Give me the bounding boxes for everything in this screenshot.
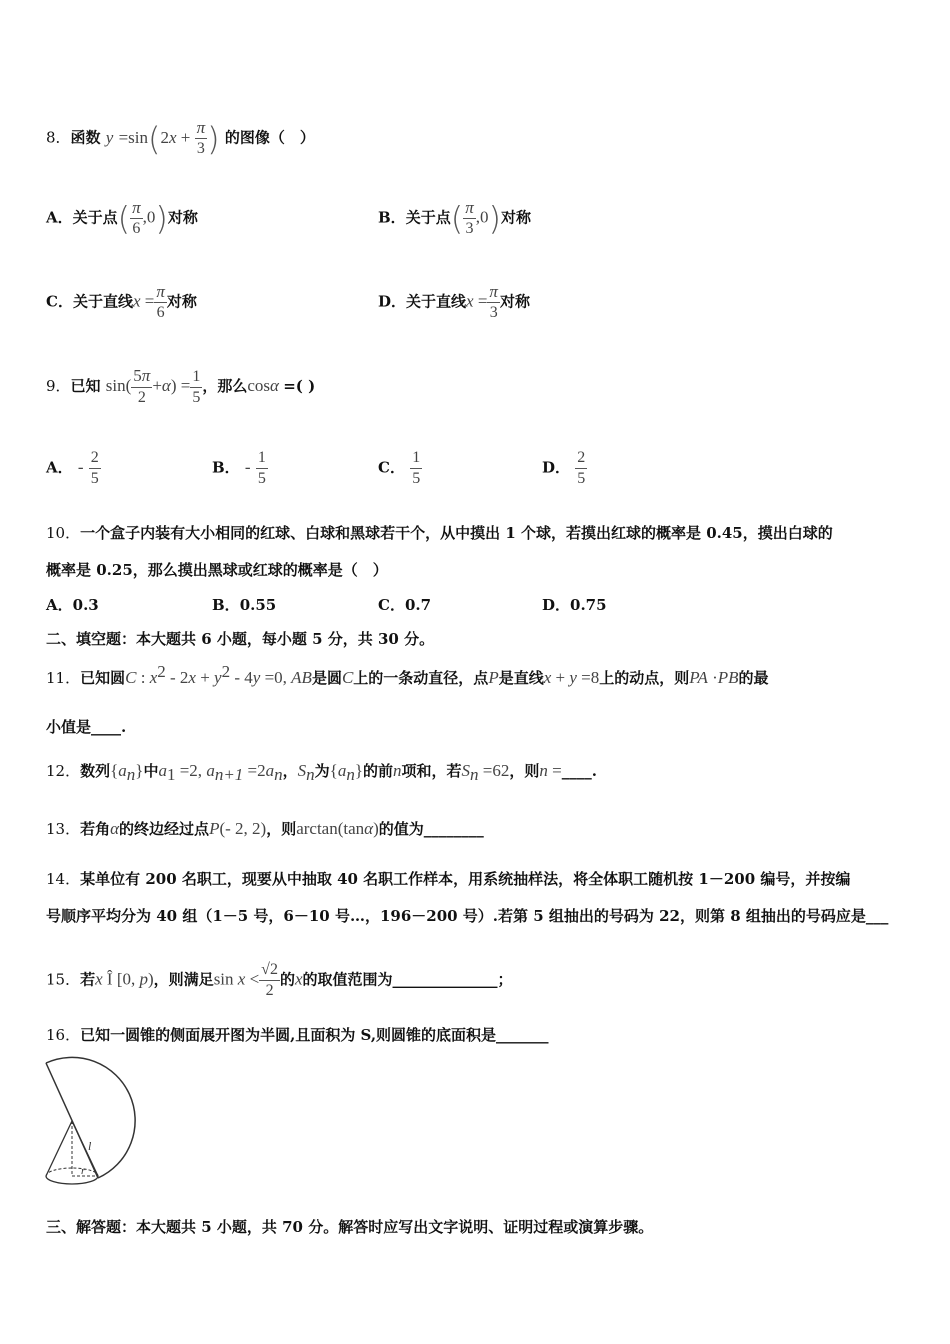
q13-text: 的终边经过点 [119, 820, 210, 838]
section3-heading: 三、解答题：本大题共 5 小题，共 70 分。解答时应写出文字说明、证明过程或演算步骤。 [46, 1218, 654, 1236]
q9-line: 9．已知 sin( $\frac{5\pi}{2}$ +α) = $\frac{1}{5}$ ，那么cosα =( ) [46, 366, 316, 406]
option-denominator: 5 [90, 470, 99, 487]
option-text: 对称 [166, 292, 197, 311]
option-label: A． [46, 208, 73, 227]
q9-option-b [212, 448, 268, 489]
q12-text: ____. [561, 762, 597, 780]
option-numerator: 2 [89, 448, 101, 469]
q11-text: 是直线 [498, 669, 544, 687]
q10-option-d [542, 594, 607, 615]
q9-number: 9． [46, 377, 71, 395]
q11-text: 已知圆 [80, 669, 126, 687]
option-text: 关于直线 [406, 292, 467, 311]
q10-option-c [378, 594, 431, 615]
radius-label: r [81, 1165, 86, 1177]
option-label: A． [46, 458, 73, 477]
option-label: C． [378, 596, 405, 614]
option-text: 关于直线 [72, 292, 133, 311]
option-text: 对称 [167, 208, 198, 227]
q12-text: 数列 [80, 762, 111, 780]
q10-text: 一个盒子内装有大小相同的红球、白球和黑球若干个，从中摸出 1 个球，若摸出红球的概率是 0.45，摸出白球的 [80, 524, 833, 542]
q10-option-a [46, 594, 99, 615]
q12-text: 的前 [363, 762, 394, 780]
q8-number: 8． [46, 128, 71, 147]
q8-option-b: B．关于点( $\frac{\pi}{3}$ ,0)对称 [378, 198, 531, 238]
option-label: C． [46, 292, 73, 311]
q15-text: 的 [279, 970, 295, 989]
option-value: 0.55 [239, 596, 277, 614]
q8-text-a: 函数 [70, 128, 101, 147]
q13-text: 的值为________ [378, 820, 484, 838]
option-text: 关于点 [405, 208, 451, 227]
q8-formula: y =sin(2x + $\frac{\pi}{3}$ ) [105, 118, 220, 158]
option-label: A． [46, 596, 73, 614]
q10-line2: 概率是 0.25，那么摸出黑球或红球的概率是（ ） [46, 561, 388, 579]
q16-line [46, 1024, 549, 1045]
option-value: 0.7 [404, 596, 432, 614]
q11-text: 的最 [738, 669, 769, 687]
q13-number: 13． [46, 820, 81, 838]
q12-number: 12． [46, 762, 81, 780]
q8-line [46, 118, 315, 159]
q14-number: 14． [46, 870, 81, 888]
q13-text: ，则 [266, 820, 297, 838]
q11-text: 上的动点，则 [599, 669, 690, 687]
option-numerator: 1 [256, 448, 268, 469]
option-denominator: 5 [577, 470, 586, 487]
q15-text: 若 [80, 970, 96, 989]
q11-line2: 小值是____. [46, 718, 127, 736]
q10-number: 10． [46, 524, 81, 542]
option-value: 0.3 [72, 596, 99, 614]
cone-figure [40, 1050, 155, 1190]
q9-formula: sin( $\frac{5\pi}{2}$ +α) = $\frac{1}{5}$ [105, 366, 201, 406]
q11-number: 11． [46, 669, 81, 687]
cone-left-edge [46, 1121, 72, 1176]
option-text: 对称 [499, 292, 530, 311]
section2-heading: 二、填空题：本大题共 6 小题，每小题 5 分，共 30 分。 [46, 630, 435, 648]
option-sign: - [77, 457, 84, 477]
q8-option-a: A．关于点( $\frac{\pi}{6}$ ,0)对称 [46, 198, 198, 238]
option-label: D． [378, 292, 407, 311]
option-text: 对称 [500, 208, 531, 227]
q12-text: 为 [314, 762, 330, 780]
q14-line1 [46, 868, 850, 889]
option-label: B． [378, 208, 406, 227]
option-label: D． [542, 596, 571, 614]
q15-text: 的取值范围为______________； [302, 970, 513, 989]
q15-text: ，则满足 [153, 970, 214, 989]
q12-line: 12．数列$\{a_n\}$中$a_1 =2$, $a_{n+1} =2a_n$，$S_n$为$\{a_n\}$的前n项和，若$S_n =62$，则n =____. [46, 761, 597, 784]
q15-line: 15．若x Î [0, p)，则满足sin x < $\frac{√2}{2}$ 的x的取值范围为______________； [46, 961, 513, 999]
q9-option-d [542, 448, 587, 489]
q8-option-d: D．关于直线x = $\frac{\pi}{3}$ 对称 [378, 282, 530, 321]
q11-text: 是圆 [311, 669, 342, 687]
q14-line2: 号顺序平均分为 40 组（1－5 号，6－10 号…，196－200 号）.若第 5 组抽出的号码为 22，则第 8 组抽出的号码应是___ [46, 907, 889, 925]
q9-option-a [46, 448, 101, 489]
slant-label: l [88, 1139, 92, 1153]
q10-option-b [212, 594, 276, 615]
option-label: B． [212, 596, 240, 614]
q13-text: 若角 [80, 820, 111, 838]
q8-option-c: C．关于直线x = $\frac{\pi}{6}$ 对称 [46, 282, 197, 321]
q16-number: 16． [46, 1026, 81, 1044]
q16-text: 已知一圆锥的侧面展开图为半圆,且面积为 S,则圆锥的底面积是_______ [80, 1026, 549, 1044]
option-label: D． [542, 458, 571, 477]
q9-text-a: 已知 [70, 377, 101, 395]
option-label: C． [378, 458, 405, 477]
q9-text-c: =( ) [283, 377, 316, 395]
q10-line1 [46, 522, 833, 543]
q9-option-c [378, 448, 422, 489]
q12-text: 中 [143, 762, 159, 780]
q12-text: ， [282, 762, 298, 780]
q13-line: 13．若角α的终边经过点P(- 2, 2)，则arctan(tanα)的值为________ [46, 819, 484, 838]
q12-text: 项和，若 [401, 762, 462, 780]
option-label: B． [212, 458, 240, 477]
q8-text-b: 的图像（ ） [224, 128, 315, 147]
option-numerator: 1 [410, 448, 422, 469]
option-value: 0.75 [570, 596, 607, 614]
q15-number: 15． [46, 970, 81, 989]
option-numerator: 2 [575, 448, 587, 469]
q14-text: 某单位有 200 名职工，现要从中抽取 40 名职工作样本，用系统抽样法，将全体职工随机按 1－200 编号，并按编 [80, 870, 851, 888]
q11-text: 上的一条动直径，点 [353, 669, 489, 687]
cone-base-front [46, 1176, 98, 1184]
option-text: 关于点 [72, 208, 118, 227]
q12-text: ，则 [509, 762, 540, 780]
option-sign: - [244, 457, 251, 477]
q11-line1: 11．已知圆C : $x^2 - 2x + y^2 - 4y =0$, AB是圆C上的一条动直径，点P是直线x + y =8上的动点，则PA ·PB的最 [46, 662, 769, 687]
option-denominator: 5 [257, 470, 266, 487]
option-denominator: 5 [412, 470, 421, 487]
q9-text-b: ，那么 [202, 377, 248, 395]
